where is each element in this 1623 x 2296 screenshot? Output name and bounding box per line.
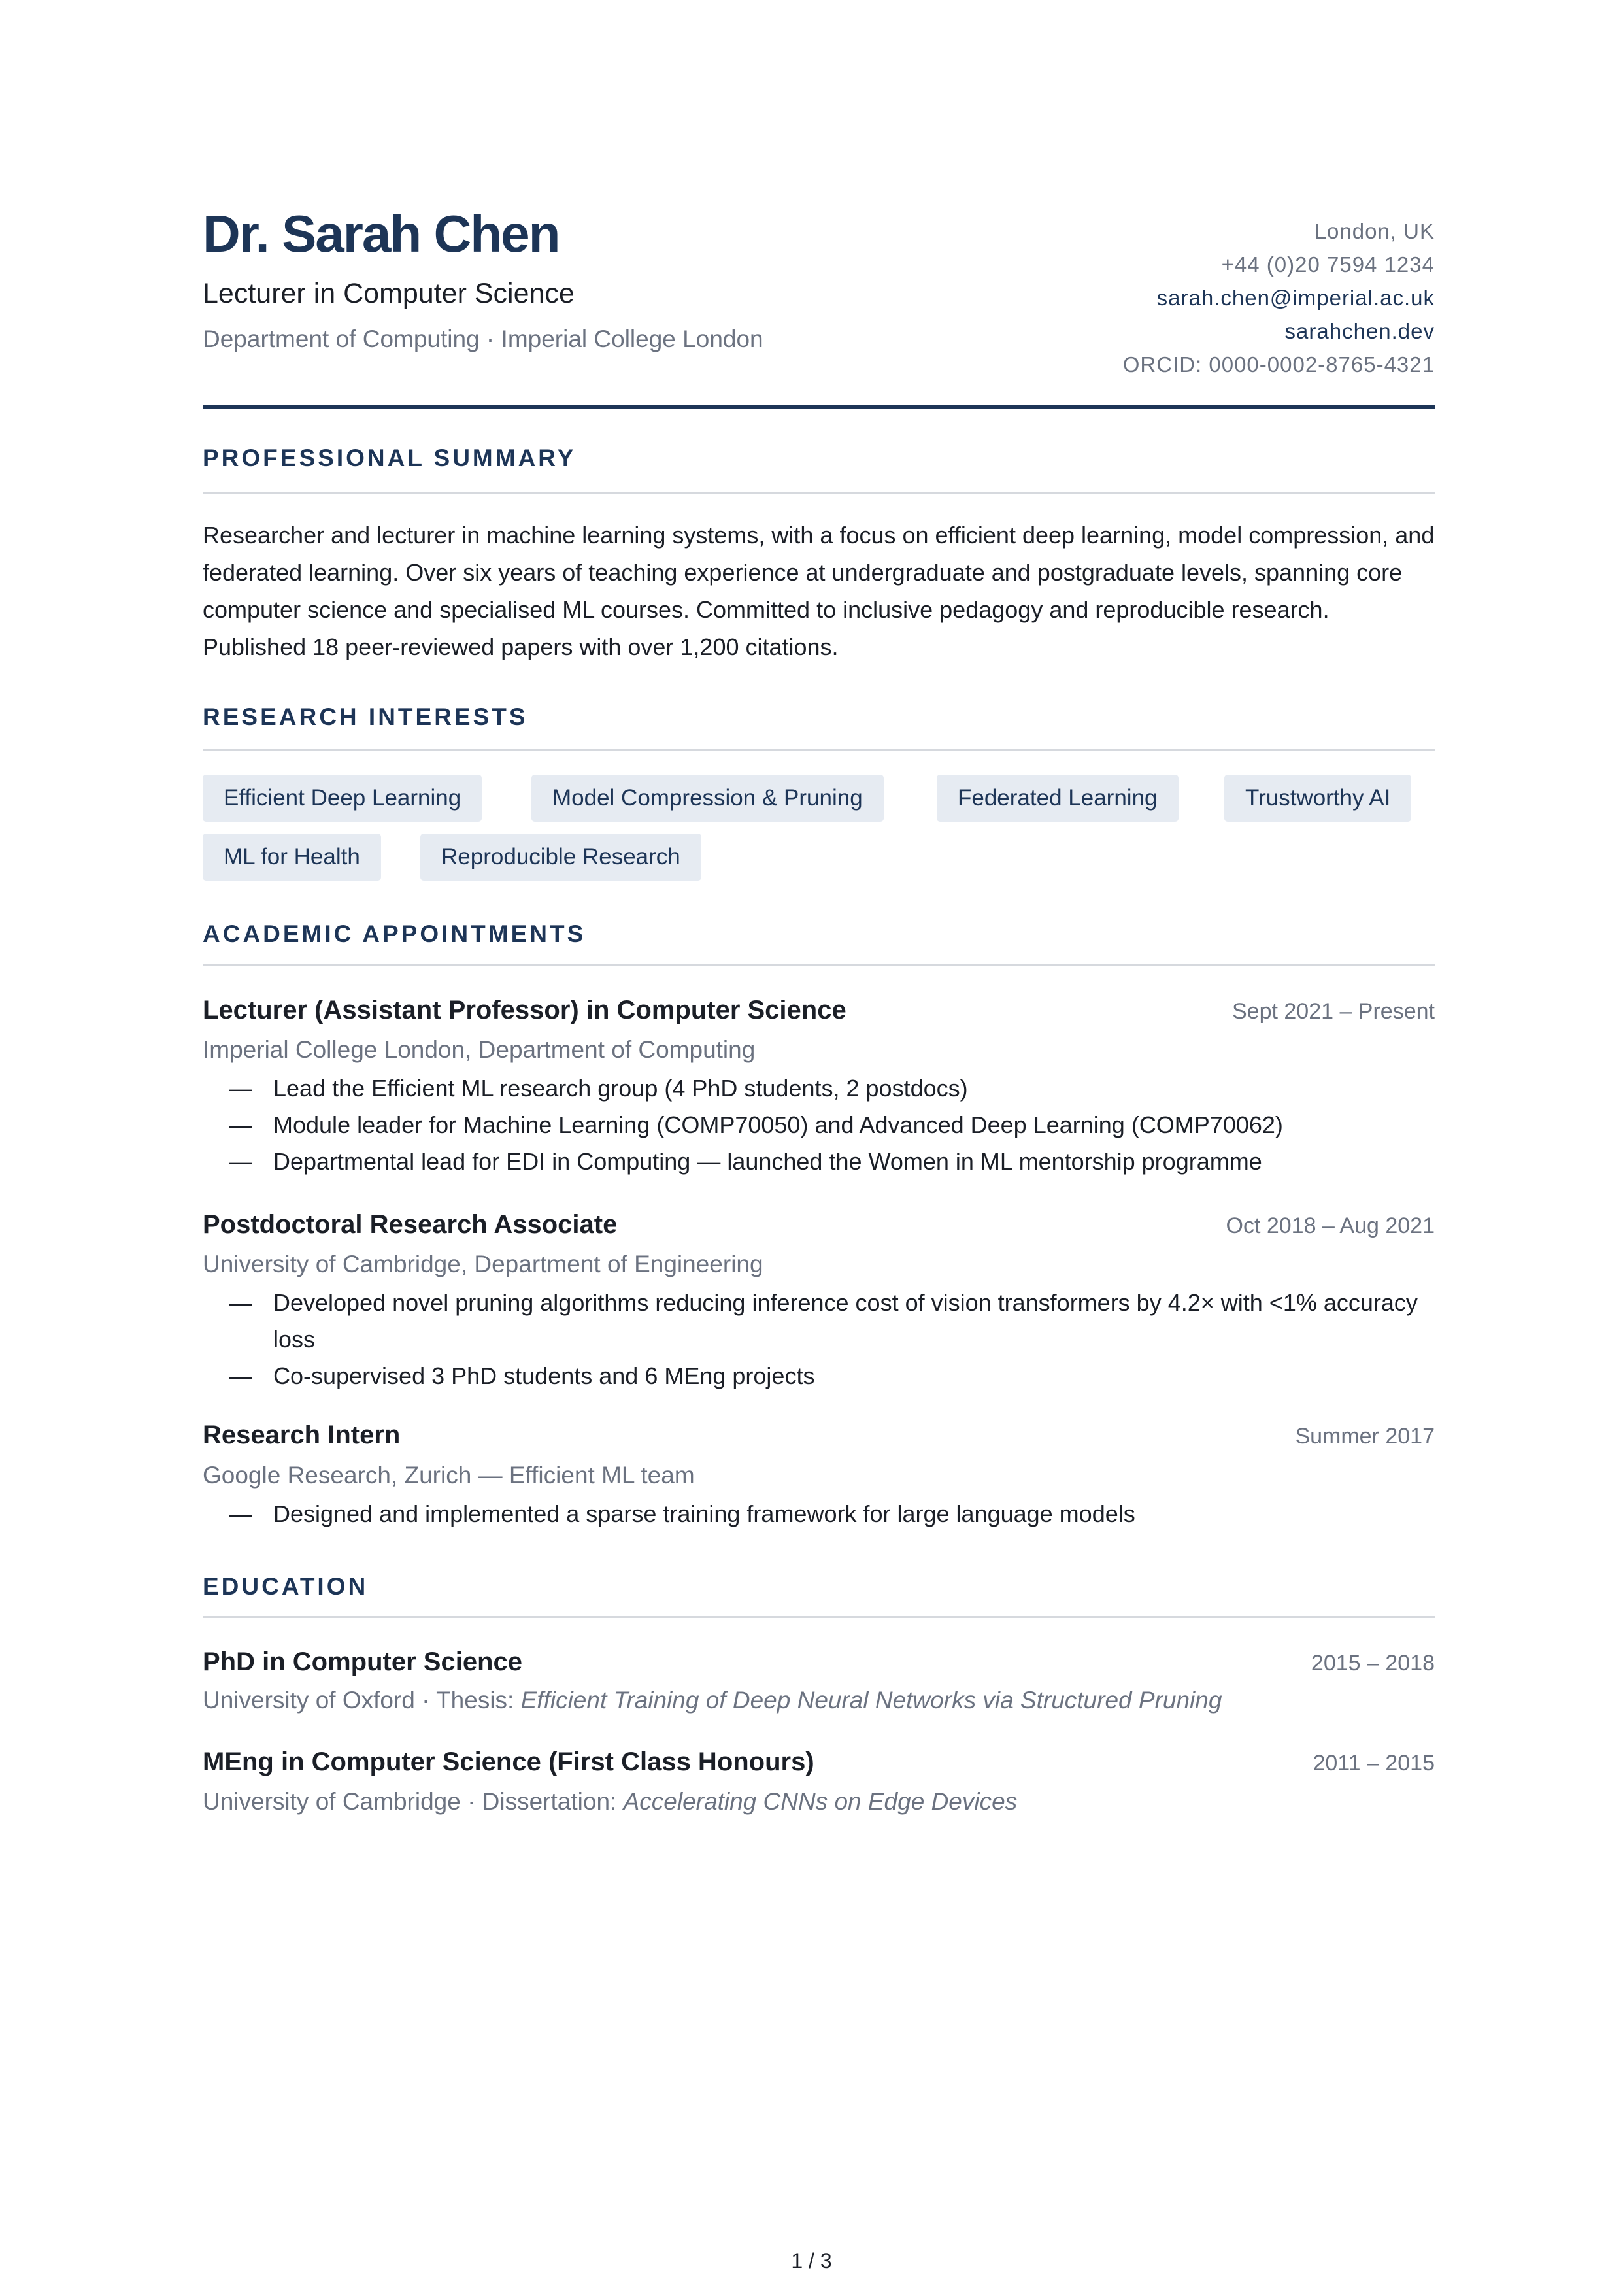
section-heading-interests: RESEARCH INTERESTS	[203, 703, 528, 730]
summary-text: Researcher and lecturer in machine learning systems, with a focus on efficient deep learning, model compression, and federated learning. Over six years of teaching experience at undergraduate and postgraduate levels, spanning core computer science and specialised ML courses. Committed to inclusive pedagogy and reproducible research. Published 18 peer-reviewed papers with over 1,200 citations.	[203, 522, 1435, 660]
contact-block	[1123, 214, 1435, 381]
interest-tag: Efficient Deep Learning	[203, 775, 482, 822]
appointment-date: Oct 2018 – Aug 2021	[1226, 1213, 1435, 1238]
list-item: — Departmental lead for EDI in Computing — launched the Women in ML mentorship programme	[224, 1143, 1435, 1180]
section-heading-education: EDUCATION	[203, 1573, 369, 1600]
interest-tag: Federated Learning	[937, 775, 1179, 822]
cv-header	[203, 0, 1435, 412]
list-item: — Designed and implemented a sparse training framework for large language models	[224, 1496, 1435, 1532]
dash-marker: —	[229, 1362, 252, 1389]
degree-date: 2011 – 2015	[1313, 1751, 1435, 1776]
contact-website-link[interactable]: sarahchen.dev	[1284, 319, 1435, 343]
section-divider	[203, 964, 1435, 966]
dissertation-title: Accelerating CNNs on Edge Devices	[623, 1788, 1018, 1815]
list-item: — Lead the Efficient ML research group (4 PhD students, 2 postdocs)	[224, 1070, 1435, 1107]
list-item: — Co-supervised 3 PhD students and 6 MEng projects	[224, 1358, 1435, 1394]
affiliation: Department of Computing · Imperial College London	[203, 326, 763, 352]
thesis-title: Efficient Training of Deep Neural Networks via Structured Pruning	[520, 1687, 1222, 1714]
interest-tag: Reproducible Research	[420, 834, 701, 881]
appointment-title: Research Intern	[203, 1421, 401, 1449]
interest-tag: ML for Health	[203, 834, 381, 881]
appointment-org: University of Cambridge, Department of Engineering	[203, 1251, 763, 1277]
header-divider	[203, 405, 1435, 409]
list-item: — Developed novel pruning algorithms reducing inference cost of vision transformers by 4.2× with <1% accuracy loss	[224, 1285, 1435, 1358]
job-title: Lecturer in Computer Science	[203, 278, 575, 309]
interest-tag: Model Compression & Pruning	[531, 775, 884, 822]
contact-location: London, UK	[1314, 219, 1435, 243]
appointment-bullets	[224, 1285, 1435, 1394]
person-name: Dr. Sarah Chen	[203, 205, 560, 263]
appointment-title: Postdoctoral Research Associate	[203, 1210, 618, 1239]
page-number: 1 / 3	[791, 2249, 832, 2272]
contact-phone: +44 (0)20 7594 1234	[1221, 252, 1435, 277]
degree-date: 2015 – 2018	[1311, 1651, 1435, 1676]
appointment-bullets	[224, 1070, 1435, 1180]
list-item: — Module leader for Machine Learning (COMP70050) and Advanced Deep Learning (COMP70062)	[224, 1107, 1435, 1143]
dash-marker: —	[229, 1075, 252, 1102]
contact-orcid: ORCID: 0000-0002-8765-4321	[1122, 352, 1435, 377]
section-divider	[203, 492, 1435, 494]
appointment-title: Lecturer (Assistant Professor) in Computer Science	[203, 996, 846, 1024]
section-divider	[203, 749, 1435, 751]
section-heading-summary: PROFESSIONAL SUMMARY	[203, 445, 577, 471]
appointment-bullets	[224, 1496, 1435, 1532]
appointment-date: Sept 2021 – Present	[1231, 999, 1435, 1024]
degree-title: PhD in Computer Science	[203, 1647, 522, 1676]
dash-marker: —	[229, 1111, 252, 1138]
appointment-org: Imperial College London, Department of Computing	[203, 1036, 756, 1063]
interest-tag: Trustworthy AI	[1224, 775, 1411, 822]
degree-details: University of Cambridge · Dissertation: Accelerating CNNs on Edge Devices	[203, 1788, 1018, 1815]
section-divider	[203, 1616, 1435, 1618]
appointment-date: Summer 2017	[1295, 1424, 1435, 1449]
section-heading-appointments: ACADEMIC APPOINTMENTS	[203, 920, 586, 947]
degree-details: University of Oxford · Thesis: Efficient Training of Deep Neural Networks via Structured Pruning	[203, 1687, 1222, 1714]
dash-marker: —	[229, 1148, 252, 1175]
degree-title: MEng in Computer Science (First Class Honours)	[203, 1747, 814, 1776]
appointment-org: Google Research, Zurich — Efficient ML team	[203, 1462, 695, 1489]
contact-email-link[interactable]: sarah.chen@imperial.ac.uk	[1156, 286, 1435, 310]
cv-page	[203, 0, 1435, 1815]
dash-marker: —	[229, 1289, 252, 1316]
dash-marker: —	[229, 1500, 252, 1527]
